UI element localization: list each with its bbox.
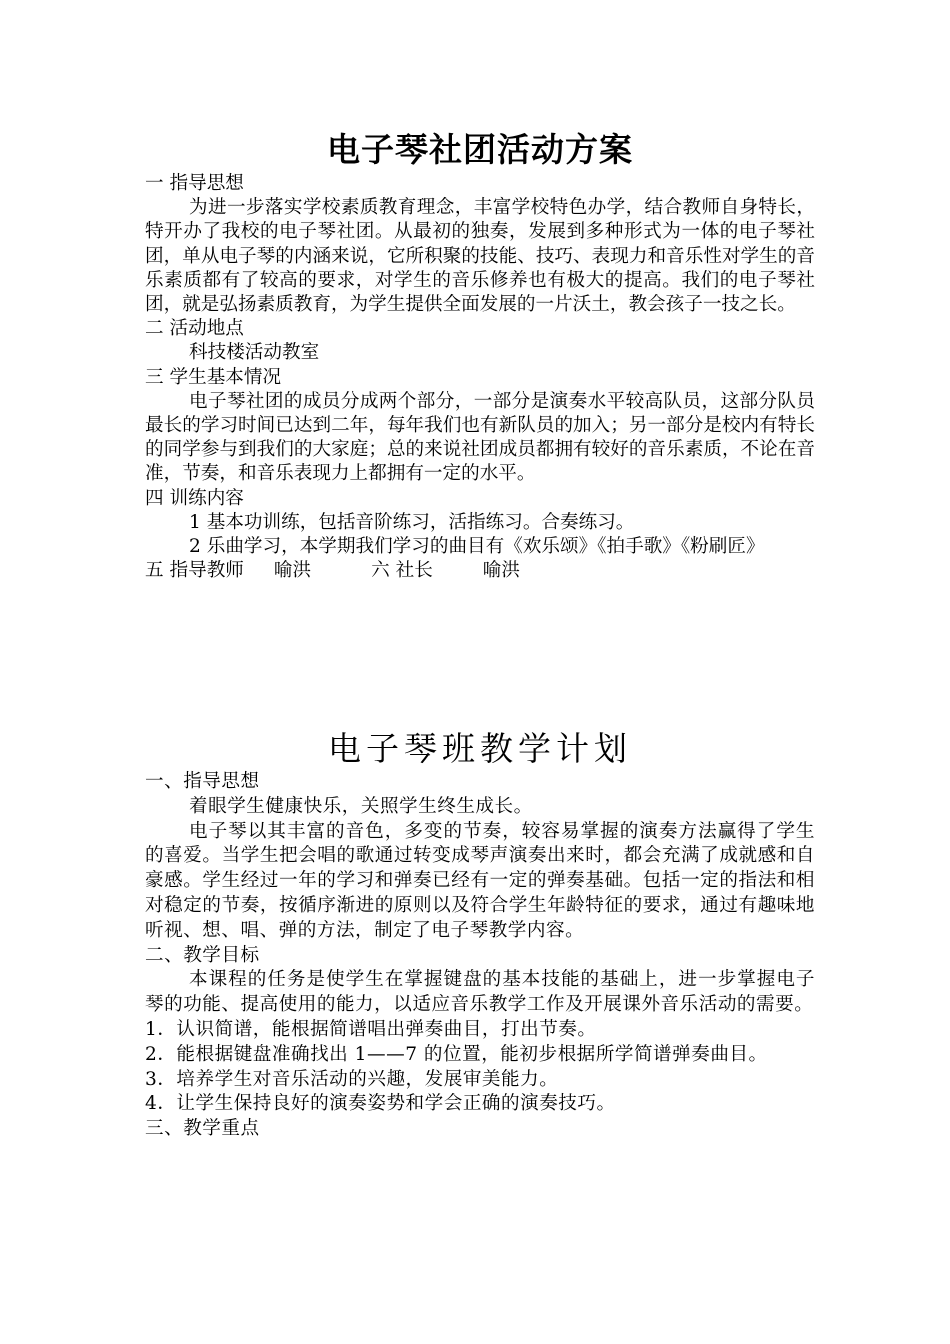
- staff-row: [145, 559, 815, 583]
- president-name: 喻洪: [482, 560, 520, 582]
- section-heading: 二 活动地点: [145, 318, 244, 340]
- section-heading: 一、指导思想: [145, 771, 260, 792]
- ideology-paragraph: 电子琴以其丰富的音色，多变的节奏，较容易掌握的演奏方法赢得了学生的喜爱。当学生把会唱的歌通过转变成琴声演奏出来时，都会充满了成就感和自豪感。学生经过一年的学习和弹奏已经有一定的弹奏基础。包括一定的指法和相对稳定的节奏，按循序渐进的原则以及符合学生年龄特征的要求，通过有趣味地听视、想、唱、弹的方法，制定了电子琴教学内容。: [145, 820, 815, 941]
- training-item: 2 乐曲学习，本学期我们学习的曲目有《欢乐颂》《拍手歌》《粉刷匠》: [189, 536, 765, 558]
- goal-item: 1．认识简谱，能根据简谱唱出弹奏曲目，打出节奏。: [145, 1018, 597, 1040]
- training-item: 1 基本功训练，包括音阶练习，活指练习。合奏练习。: [189, 511, 635, 533]
- section-heading: 三 学生基本情况: [145, 366, 282, 388]
- goals-paragraph: 本课程的任务是使学生在掌握键盘的基本技能的基础上，进一步掌握电子琴的功能、提高使用的能力，以适应音乐教学工作及开展课外音乐活动的需要。: [145, 969, 815, 1016]
- section-heading: 五 指导教师: [145, 560, 244, 582]
- teaching-plan-body: [145, 770, 815, 1142]
- club-plan-title: 电子琴社团活动方案: [327, 130, 633, 169]
- section-heading: 四 训练内容: [145, 487, 244, 509]
- club-plan-body: [145, 172, 815, 583]
- activity-location: 科技楼活动教室: [189, 342, 320, 364]
- ideology-line: 着眼学生健康快乐，关照学生终生成长。: [189, 795, 533, 817]
- guiding-ideology-paragraph: 为进一步落实学校素质教育理念，丰富学校特色办学，结合教师自身特长，特开办了我校的电子琴社团。从最初的独奏，发展到多种形式为一体的电子琴社团，单从电子琴的内涵来说，它所积聚的技能、技巧、表现力和音乐性对学生的音乐素质都有了较高的要求，对学生的音乐修养也有极大的提高。我们的电子琴社团，就是弘扬素质教育，为学生提供全面发展的一片沃土，教会孩子一技之长。: [145, 197, 815, 316]
- student-situation-paragraph: 电子琴社团的成员分成两个部分，一部分是演奏水平较高队员，这部分队员最长的学习时间已达到二年，每年我们也有新队员的加入；另一部分是校内有特长的同学参与到我们的大家庭；总的来说社团成员都拥有较好的音乐素质，不论在音准，节奏，和音乐表现力上都拥有一定的水平。: [145, 390, 815, 485]
- teacher-name: 喻洪: [273, 560, 312, 582]
- goal-item: 3．培养学生对音乐活动的兴趣，发展审美能力。: [145, 1068, 559, 1090]
- section-heading: 二、教学目标: [145, 944, 260, 966]
- section-heading: 六 社长: [371, 560, 433, 582]
- goal-item: 2．能根据键盘准确找出 1——7 的位置，能初步根据所学简谱弹奏曲目。: [145, 1043, 768, 1065]
- goal-item: 4．让学生保持良好的演奏姿势和学会正确的演奏技巧。: [145, 1093, 616, 1115]
- teaching-plan-title: 电子琴班教学计划: [328, 729, 632, 768]
- section-heading: 一 指导思想: [145, 173, 244, 194]
- section-heading: 三、教学重点: [145, 1118, 260, 1140]
